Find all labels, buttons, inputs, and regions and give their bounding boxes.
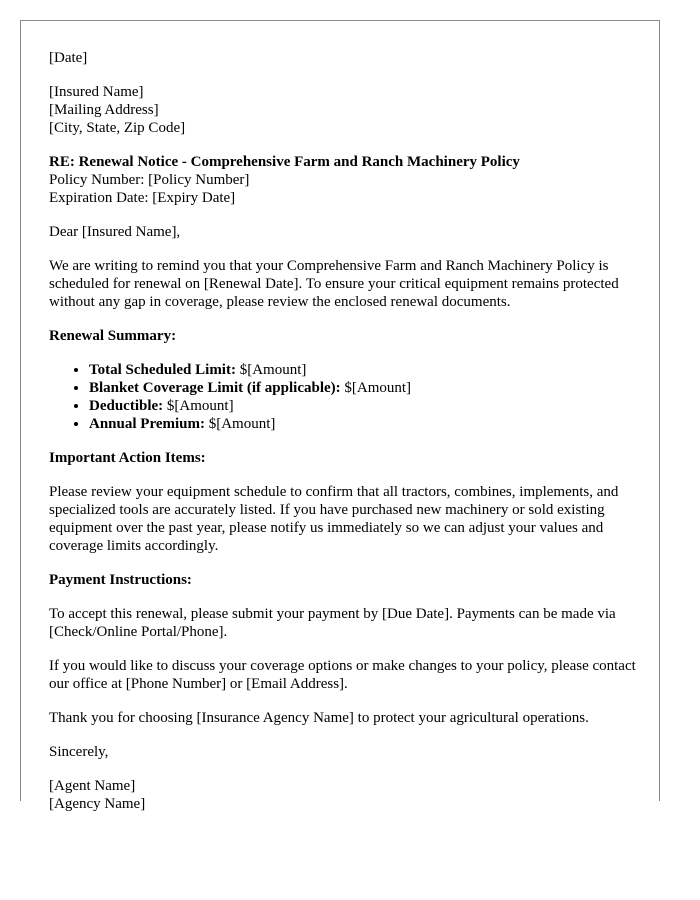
summary-item-blanket-limit <box>89 379 639 397</box>
renewal-summary-list <box>49 361 639 433</box>
intro-paragraph: We are writing to remind you that your Comprehensive Farm and Ranch Machinery Policy is scheduled for renewal on [Renewal Date]. To ensure your critical equipment remains protected without any gap in coverage, please review the enclosed renewal documents. <box>49 258 619 310</box>
summary-label: Annual Premium: <box>89 416 205 432</box>
summary-item-deductible <box>89 397 639 415</box>
policy-number: Policy Number: [Policy Number] <box>49 172 250 188</box>
summary-value: $[Amount] <box>204 416 276 432</box>
recipient-name: [Insured Name] <box>49 84 144 100</box>
re-line: RE: Renewal Notice - Comprehensive Farm and Ranch Machinery Policy <box>49 154 520 170</box>
salutation: Dear [Insured Name], <box>49 224 181 240</box>
summary-value: $[Amount] <box>340 380 412 396</box>
recipient-address: [Mailing Address] <box>49 102 159 118</box>
agency-name: [Agency Name] <box>49 796 146 812</box>
action-items-paragraph: Please review your equipment schedule to confirm that all tractors, combines, implements, and specialized tools are accurately listed. If you have purchased new machinery or sold existing equipment over the past year, please notify us immediately so we can adjust your values and coverage limits accordingly. <box>49 484 619 554</box>
letter-date: [Date] <box>49 50 88 66</box>
letter-page <box>20 20 660 812</box>
closing: Sincerely, <box>49 744 109 760</box>
summary-label: Deductible: <box>89 398 164 414</box>
reference-block <box>49 153 639 207</box>
summary-value: $[Amount] <box>163 398 234 414</box>
summary-label: Blanket Coverage Limit (if applicable): <box>89 380 341 396</box>
payment-heading: Payment Instructions: <box>49 572 192 588</box>
action-items-heading: Important Action Items: <box>49 450 206 466</box>
expiration-date: Expiration Date: [Expiry Date] <box>49 190 236 206</box>
payment-paragraph: To accept this renewal, please submit your payment by [Due Date]. Payments can be made via [Check/Online Portal/Phone]. <box>49 606 616 640</box>
letter-body <box>49 49 639 813</box>
recipient-city-state-zip: [City, State, Zip Code] <box>49 120 186 136</box>
agent-name: [Agent Name] <box>49 778 136 794</box>
recipient-block <box>49 83 639 137</box>
summary-item-annual-premium <box>89 415 639 433</box>
thanks-paragraph: Thank you for choosing [Insurance Agency Name] to protect your agricultural operations. <box>49 710 589 726</box>
summary-label: Total Scheduled Limit: <box>89 362 236 378</box>
signature-block <box>49 777 639 813</box>
contact-paragraph: If you would like to discuss your coverage options or make changes to your policy, please contact our office at [Phone Number] or [Email Address]. <box>49 658 636 692</box>
renewal-summary-heading: Renewal Summary: <box>49 328 177 344</box>
summary-item-total-limit <box>89 361 639 379</box>
summary-value: $[Amount] <box>235 362 307 378</box>
